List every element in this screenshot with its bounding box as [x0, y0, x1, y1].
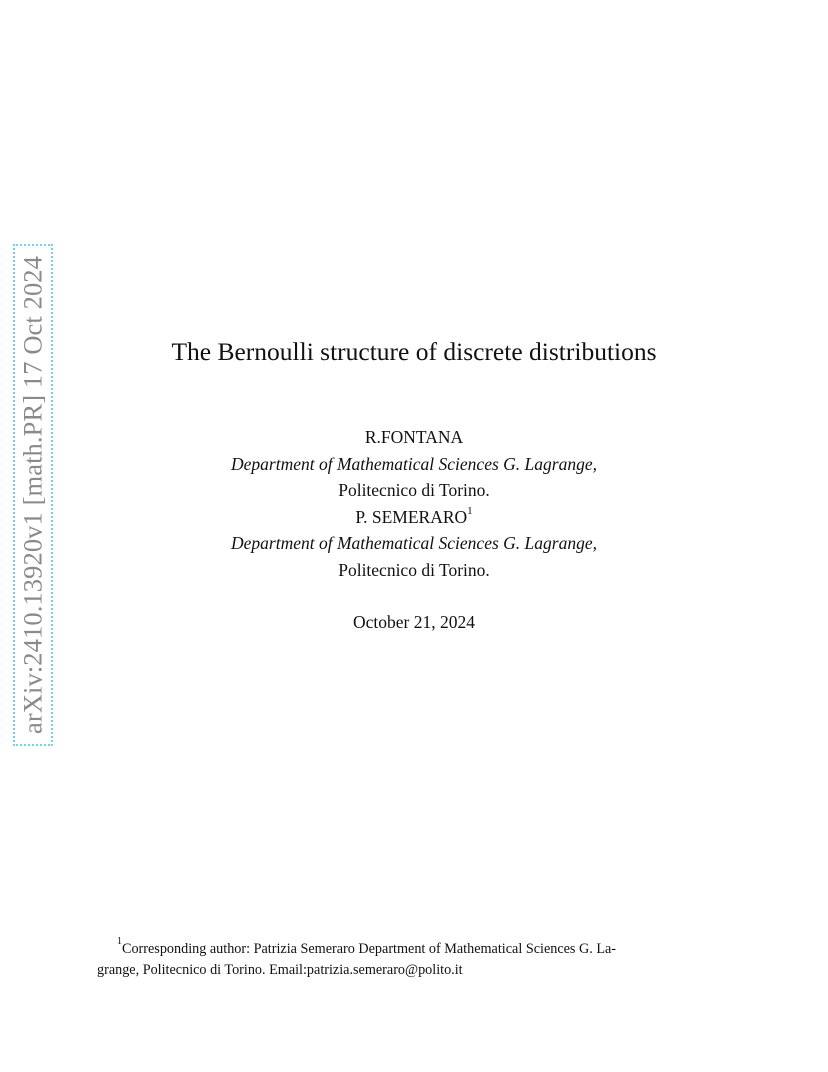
author-line-2 — [0, 504, 828, 531]
footnote — [97, 936, 703, 981]
author-name-2: P. SEMERARO — [355, 506, 468, 527]
author-institution-2: Politecnico di Torino. — [338, 559, 490, 580]
author-name-1: R.FONTANA — [364, 427, 464, 447]
paper-date: October 21, 2024 — [353, 612, 475, 632]
author-block — [0, 424, 828, 583]
arxiv-identifier[interactable]: arXiv:2410.13920v1 [math.PR] 17 Oct 2024 — [17, 255, 48, 735]
author-affiliation-2: Department of Mathematical Sciences G. Lagrange, — [231, 533, 597, 553]
footnote-text-2: grange, Politecnico di Torino. Email:patrizia.semeraro@polito.it — [97, 962, 463, 978]
paper-title: The Bernoulli structure of discrete distributions — [171, 337, 657, 366]
author-affiliation-1: Department of Mathematical Sciences G. Lagrange, — [231, 453, 597, 474]
footnote-mark: 1 — [117, 936, 122, 947]
author-footnote-mark[interactable]: 1 — [467, 504, 473, 517]
footnote-line-1 — [97, 936, 703, 960]
footnote-text-1: Corresponding author: Patrizia Semeraro Department of Mathematical Sciences G. La- — [122, 941, 617, 957]
author-institution-1: Politecnico di Torino. — [338, 480, 490, 500]
